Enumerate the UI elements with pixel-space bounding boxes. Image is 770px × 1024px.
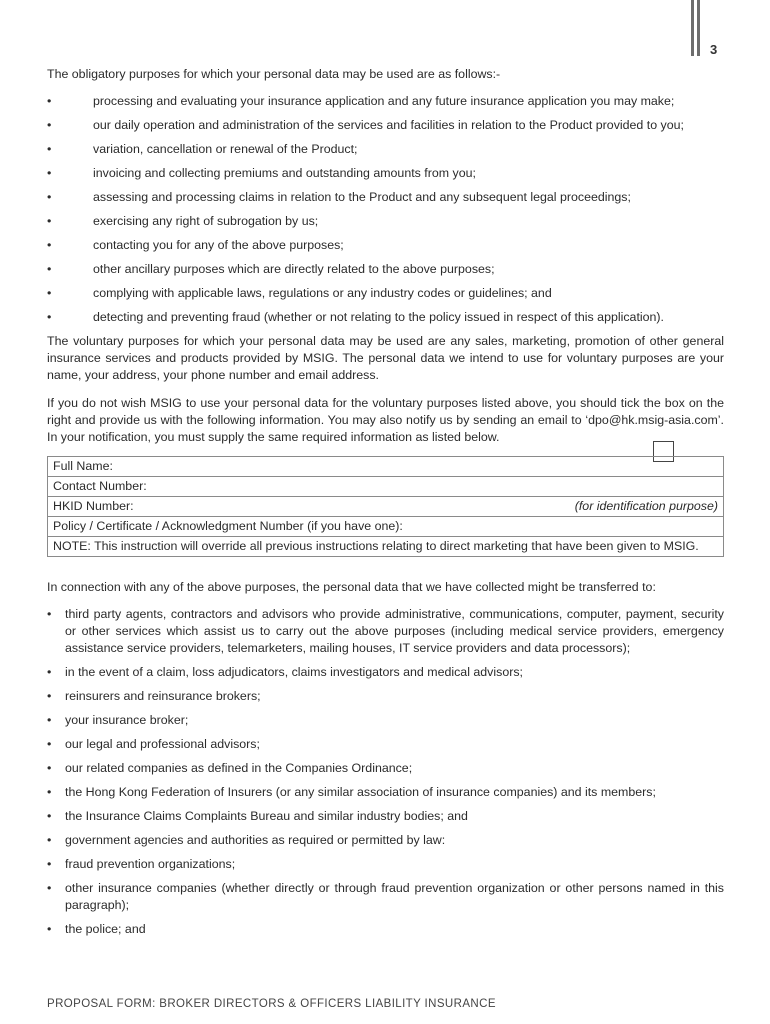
full-name-field[interactable]: Full Name: bbox=[48, 457, 724, 477]
page-edge-bars bbox=[691, 0, 701, 56]
hkid-number-field[interactable] bbox=[48, 497, 724, 517]
list-item: • our legal and professional advisors; bbox=[47, 736, 724, 753]
list-item: • fraud prevention organizations; bbox=[47, 856, 724, 873]
policy-number-field[interactable]: Policy / Certificate / Acknowledgment Number (if you have one): bbox=[48, 517, 724, 537]
opt-out-paragraph: If you do not wish MSIG to use your personal data for the voluntary purposes listed above, you should tick the box on the right and provide us with the following information. You may also notify us by sending an email to ‘dpo@hk.msig-asia.com’. In your notification, you must supply the same required information as listed below. bbox=[47, 396, 724, 444]
transfer-intro: In connection with any of the above purposes, the personal data that we have collected might be transferred to: bbox=[47, 580, 656, 594]
opt-out-info-table bbox=[47, 456, 724, 557]
list-item: • complying with applicable laws, regulations or any industry codes or guidelines; and bbox=[47, 285, 724, 302]
hkid-note: (for identification purpose) bbox=[574, 499, 718, 513]
voluntary-purposes-paragraph: The voluntary purposes for which your personal data may be used are any sales, marketing, promotion of other general insurance services and products provided by MSIG. The personal data we intend to use for voluntary purposes are your name, your address, your phone number and email address. bbox=[47, 334, 724, 382]
list-item: • contacting you for any of the above purposes; bbox=[47, 237, 724, 254]
contact-number-field[interactable]: Contact Number: bbox=[48, 477, 724, 497]
list-item: • third party agents, contractors and advisors who provide administrative, communications, computer, payment, security or other services which assist us to carry out the above purposes (including medical service providers, emergency assistance service providers, telemarketers, mailing houses, IT service providers and data processors); bbox=[47, 606, 724, 657]
obligatory-purposes-list bbox=[47, 93, 724, 326]
list-item: • exercising any right of subrogation by us; bbox=[47, 213, 724, 230]
page-content bbox=[47, 66, 724, 945]
list-item: • our daily operation and administration of the services and facilities in relation to the Product provided to you; bbox=[47, 117, 724, 134]
list-item: • detecting and preventing fraud (whether or not relating to the policy issued in respect of this application). bbox=[47, 309, 724, 326]
page-number: 3 bbox=[710, 42, 718, 57]
transfer-recipients-list bbox=[47, 606, 724, 938]
list-item: • variation, cancellation or renewal of the Product; bbox=[47, 141, 724, 158]
list-item: • your insurance broker; bbox=[47, 712, 724, 729]
list-item: • reinsurers and reinsurance brokers; bbox=[47, 688, 724, 705]
list-item: • in the event of a claim, loss adjudicators, claims investigators and medical advisors; bbox=[47, 664, 724, 681]
list-item: • assessing and processing claims in relation to the Product and any subsequent legal proceedings; bbox=[47, 189, 724, 206]
hkid-label: HKID Number: bbox=[53, 499, 134, 513]
list-item: • the Insurance Claims Complaints Bureau and similar industry bodies; and bbox=[47, 808, 724, 825]
list-item: • our related companies as defined in the Companies Ordinance; bbox=[47, 760, 724, 777]
page-footer: PROPOSAL FORM: BROKER DIRECTORS & OFFICERS LIABILITY INSURANCE bbox=[47, 998, 496, 1010]
instruction-note: NOTE: This instruction will override all previous instructions relating to direct marketing that have been given to MSIG. bbox=[48, 537, 724, 557]
list-item: • processing and evaluating your insurance application and any future insurance application you may make; bbox=[47, 93, 724, 110]
list-item: • other insurance companies (whether directly or through fraud prevention organization or other persons named in this paragraph); bbox=[47, 880, 724, 914]
list-item: • other ancillary purposes which are directly related to the above purposes; bbox=[47, 261, 724, 278]
list-item: • the Hong Kong Federation of Insurers (or any similar association of insurance companies) and its members; bbox=[47, 784, 724, 801]
obligatory-intro: The obligatory purposes for which your personal data may be used are as follows:- bbox=[47, 67, 501, 81]
list-item: • government agencies and authorities as required or permitted by law: bbox=[47, 832, 724, 849]
list-item: • invoicing and collecting premiums and outstanding amounts from you; bbox=[47, 165, 724, 182]
list-item: • the police; and bbox=[47, 921, 724, 938]
